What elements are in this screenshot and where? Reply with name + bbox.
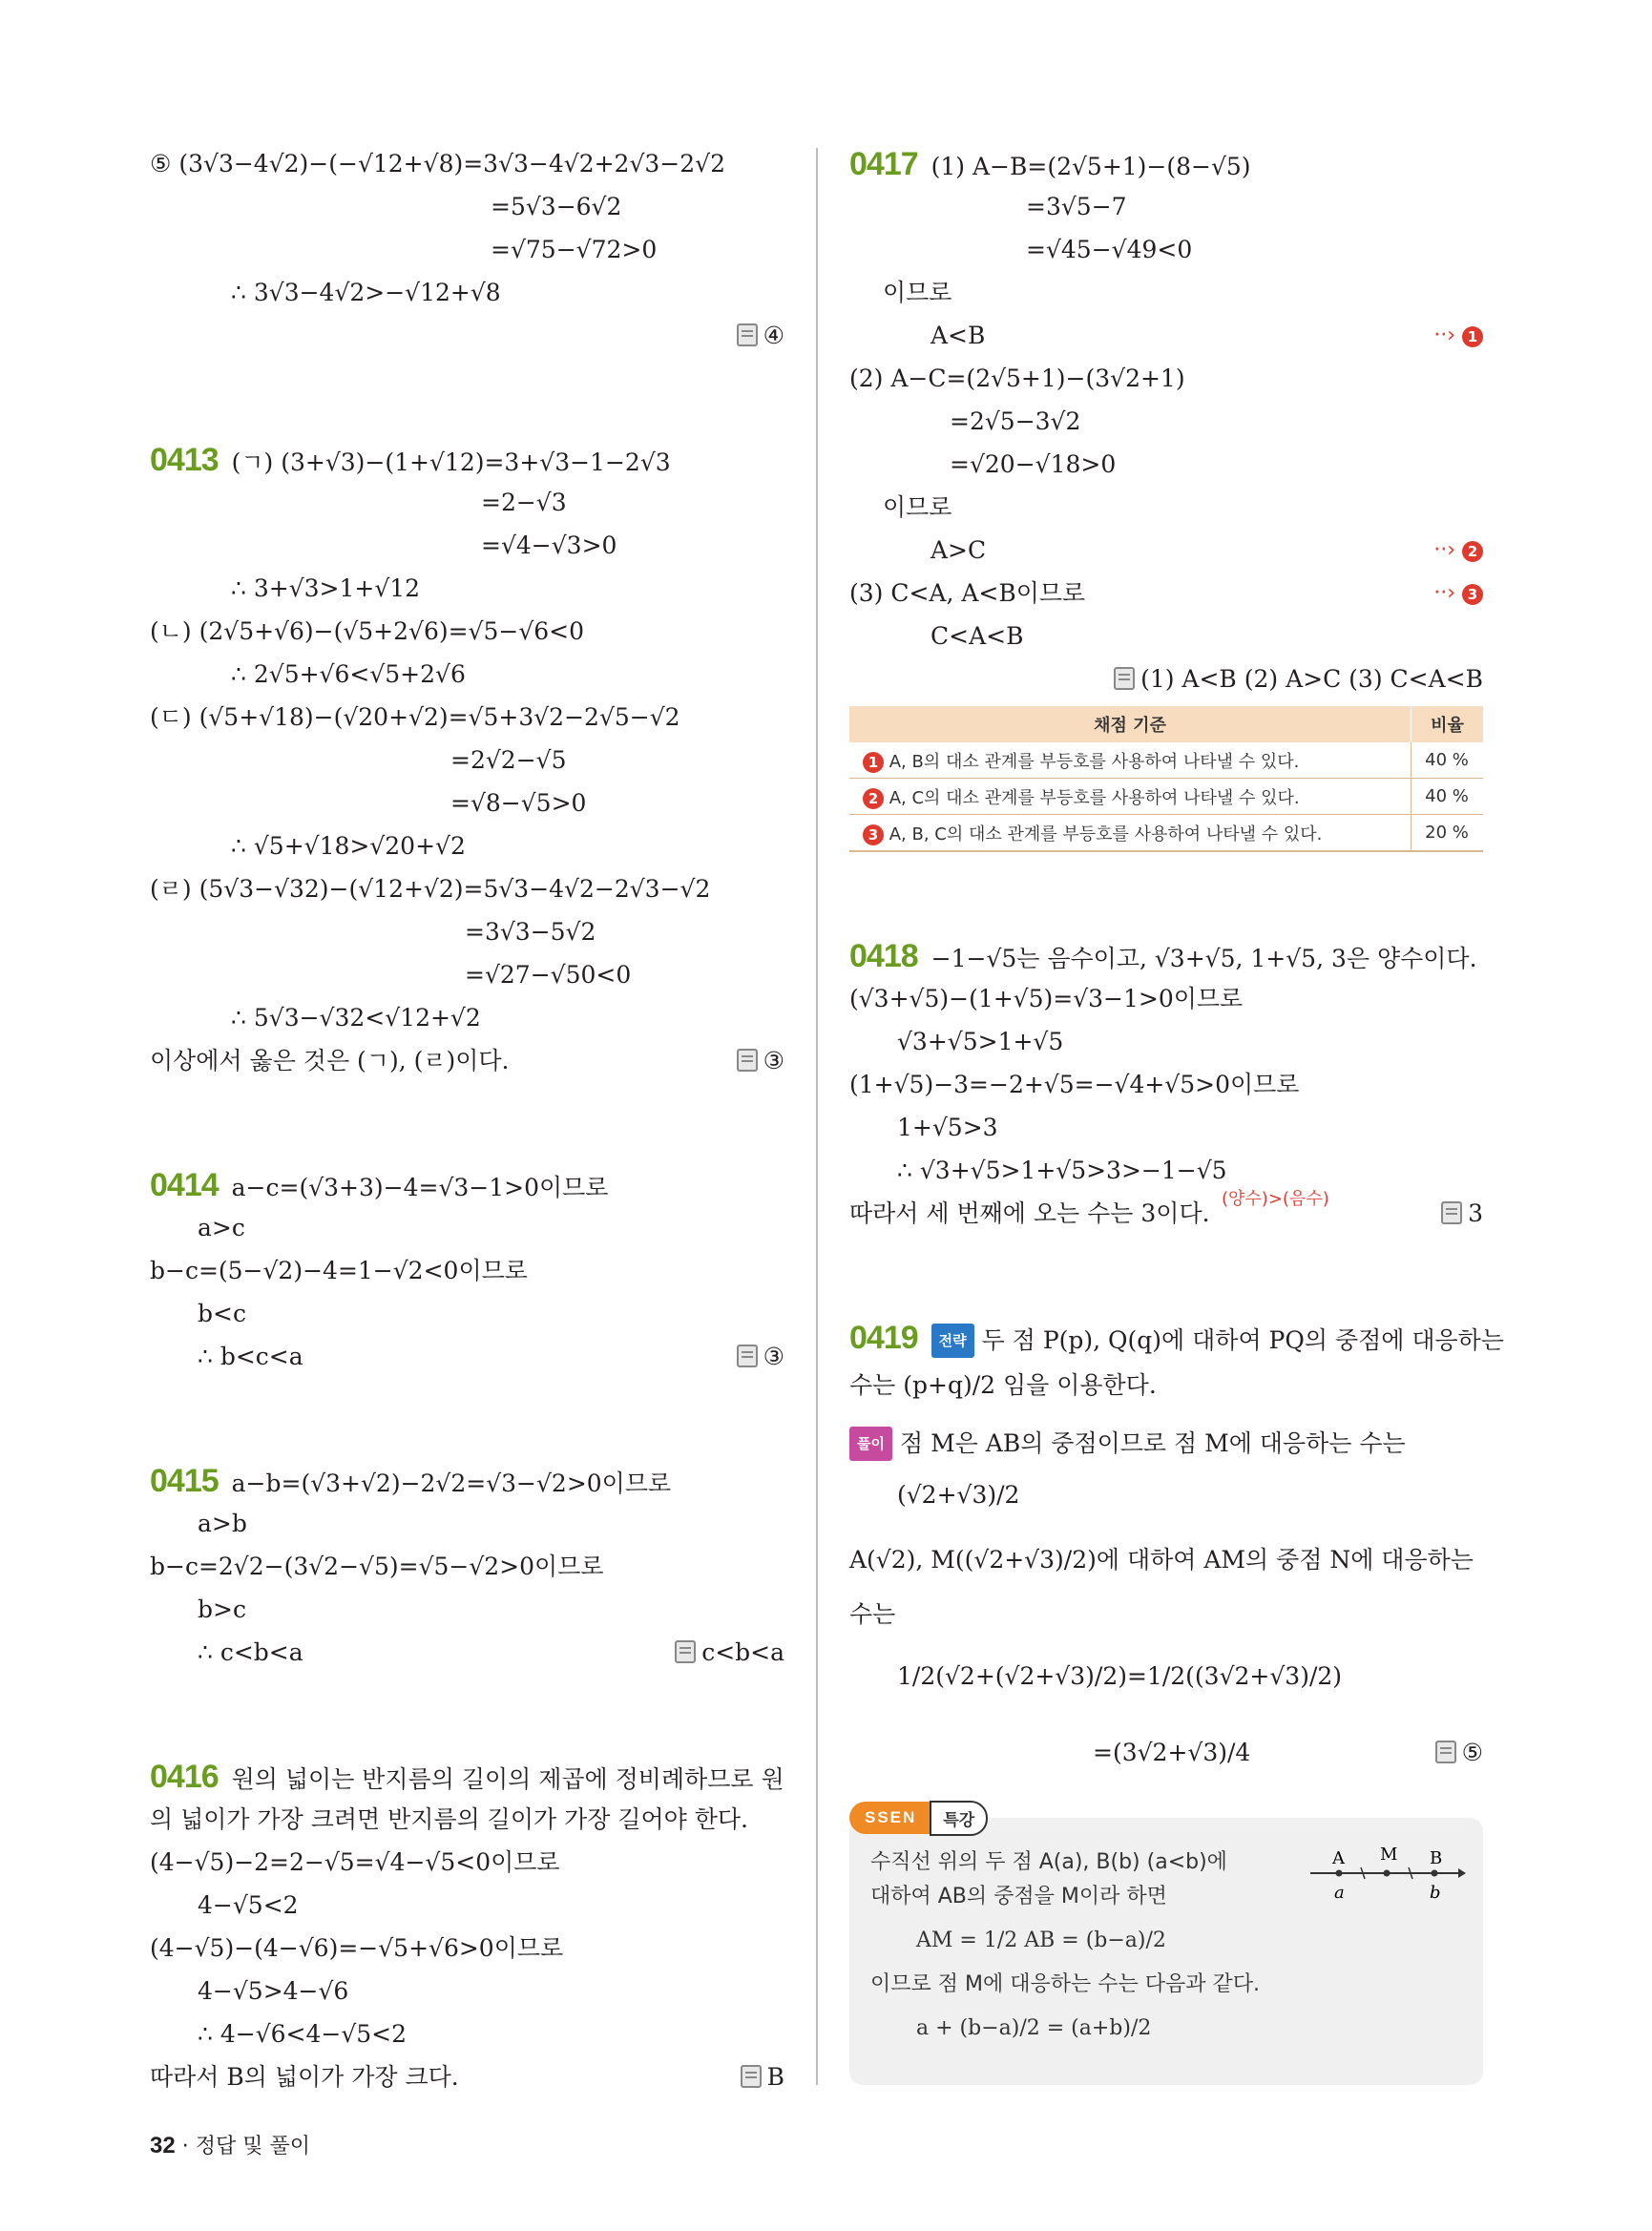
step-number-icon: 2: [1462, 541, 1483, 562]
math-text: =√8−√5>0: [450, 789, 587, 817]
solution-line: [150, 701, 680, 734]
label-tag: 전략: [931, 1324, 974, 1358]
solution-line: [465, 916, 596, 949]
math-text: =√45−√49<0: [1026, 236, 1193, 263]
solution-line: [198, 1508, 247, 1540]
math-text: 의 넓이가 가장 크려면 반지름의 길이가 가장 길어야 한다.: [150, 1805, 748, 1833]
solution-line: [849, 1544, 1474, 1576]
grading-table: [849, 706, 1483, 852]
footer-dot: ·: [181, 2135, 189, 2158]
solution-line: [883, 491, 951, 524]
answer: [1435, 1737, 1483, 1769]
solution-line: [897, 1026, 1063, 1058]
math-text: =√20−√18>0: [950, 450, 1117, 478]
math-text: 두 점 P(p), Q(q)에 대하여 PQ의 중점에 대응하는: [981, 1326, 1504, 1354]
solution-line: [481, 530, 617, 562]
problem-number: 0418: [849, 938, 918, 974]
solution-line: [150, 1551, 604, 1583]
arrow-icon: ··›: [1433, 538, 1462, 562]
solution-line: [150, 148, 725, 180]
math-text: (1+√5)−3=−2+√5=−√4+√5>0이므로: [849, 1071, 1300, 1098]
math-text: b<c: [198, 1300, 246, 1327]
math-text: (4−√5)−(4−√6)=−√5+√6>0이므로: [150, 1934, 564, 1962]
step-marker: [1433, 320, 1483, 352]
solution-line: [897, 1112, 998, 1144]
solution-line: [198, 2018, 407, 2051]
solution-line: [198, 1637, 303, 1669]
math-text: =2−√3: [481, 489, 567, 516]
ssen-tip-box: [849, 1808, 1483, 2085]
solution-line: [450, 787, 586, 820]
solution-line: [931, 620, 1023, 653]
step-number-icon: 2: [863, 788, 884, 809]
solution-line: [950, 406, 1080, 438]
answer-text: 3: [1468, 1199, 1483, 1227]
answer-icon: [741, 2065, 762, 2088]
ssen-line: 대하여 AB의 중점을 M이라 하면: [870, 1885, 1167, 1908]
math-text: =√75−√72>0: [491, 236, 658, 263]
math-text: ∴ 5√3−√32<√12+√2: [231, 1004, 481, 1032]
grading-criterion: [849, 779, 1412, 815]
problem-number: 0419: [849, 1320, 918, 1356]
solution-line: [849, 983, 1243, 1015]
number-line-figure: [1306, 1845, 1468, 1911]
solution-line: [849, 577, 1085, 610]
solution-line: [150, 1169, 608, 1204]
figure-label: a: [1334, 1883, 1345, 1903]
math-text: b−c=2√2−(3√2−√5)=√5−√2>0이므로: [150, 1553, 604, 1580]
answer: [675, 1637, 784, 1669]
solution-line: [950, 448, 1116, 481]
solution-line: [198, 1298, 246, 1330]
solution-line: [849, 1369, 1157, 1402]
ssen-formula: a + (b−a)/2 = (a+b)/2: [916, 2016, 1152, 2040]
solution-line: [150, 1804, 748, 1836]
solution-line: [849, 940, 1477, 975]
solution-line: [931, 320, 985, 352]
solution-line: [1026, 234, 1192, 266]
answer-icon: [737, 323, 758, 346]
problem-number: 0414: [150, 1167, 219, 1203]
math-text: (ㄱ) (3+√3)−(1+√12)=3+√3−1−2√3: [231, 448, 671, 476]
solution-line: [897, 1155, 1227, 1187]
solution-line: [931, 534, 986, 567]
solution-line: [231, 658, 466, 691]
math-text: b−c=(5−√2)−4=1−√2<0이므로: [150, 1257, 528, 1284]
math-text: =3√5−7: [1026, 193, 1127, 220]
math-text: a−c=(√3+3)−4=√3−1>0이므로: [231, 1174, 609, 1201]
solution-line: [150, 1932, 563, 1965]
solution-line: [849, 148, 1251, 183]
step-number-icon: 3: [863, 824, 884, 845]
math-text: A(√2), M((√2+√3)/2)에 대하여 AM의 중점 N에 대응하는: [849, 1546, 1474, 1574]
ssen-line: 이므로 점 M에 대응하는 수는 다음과 같다.: [870, 1972, 1260, 1996]
math-text: ∴ 2√5+√6<√5+2√6: [231, 660, 466, 688]
solution-line: [1026, 191, 1127, 223]
math-text: 수는: [849, 1600, 896, 1628]
grading-criterion-text: A, B, C의 대소 관계를 부등호를 사용하여 나타낼 수 있다.: [889, 824, 1323, 844]
grading-header-criteria: 채점 기준: [849, 706, 1412, 742]
math-text: ∴ √5+√18>√20+√2: [231, 832, 466, 860]
solution-line: [849, 1198, 1210, 1230]
solution-line: [150, 444, 671, 479]
page-footer: [150, 2130, 310, 2159]
table-row: [849, 779, 1483, 815]
solution-line: [849, 1427, 1406, 1461]
order-note: (양수)>(음수): [1222, 1189, 1329, 1209]
math-text: ∴ 3+√3>1+√12: [231, 574, 421, 602]
answer-icon: [675, 1640, 696, 1663]
step-number-icon: 1: [863, 752, 884, 773]
figure-label: A: [1332, 1848, 1345, 1868]
ssen-badge: [849, 1801, 988, 1835]
grading-ratio: 40 %: [1412, 742, 1484, 779]
answer-text: ④: [763, 322, 784, 349]
math-text: a>b: [198, 1510, 247, 1537]
figure-label: b: [1430, 1883, 1441, 1903]
arrow-icon: ··›: [1433, 581, 1462, 605]
solution-line: [883, 277, 951, 309]
math-text: 수는 (p+q)/2 임을 이용한다.: [849, 1371, 1157, 1399]
page-number: 32: [150, 2133, 176, 2158]
answer: [737, 320, 784, 352]
solution-line: [150, 873, 710, 906]
solution-line: [849, 1598, 895, 1631]
math-text: (ㄷ) (√5+√18)−(√20+√2)=√5+3√2−2√5−√2: [150, 703, 680, 731]
problem-number: 0413: [150, 442, 219, 478]
ssen-line: 수직선 위의 두 점 A(a), B(b) (a<b)에: [870, 1850, 1227, 1874]
math-text: =2√2−√5: [450, 746, 567, 774]
math-text: (4−√5)−2=2−√5=√4−√5<0이므로: [150, 1848, 560, 1876]
answer-icon: [737, 1345, 758, 1367]
solution-line: [481, 487, 567, 519]
math-text: =(3√2+√3)/4: [1093, 1739, 1251, 1766]
step-marker: [1433, 577, 1483, 610]
math-text: 1/2(√2+(√2+√3)/2)=1/2((3√2+√3)/2): [897, 1662, 1343, 1690]
math-text: a>c: [198, 1214, 245, 1241]
solution-line: [150, 1045, 510, 1077]
solution-line: [897, 1660, 1342, 1693]
answer-text: B: [766, 2063, 784, 2091]
solution-line: [1093, 1737, 1250, 1769]
ssen-formula: AM = 1/2 AB = (b−a)/2: [916, 1929, 1166, 1952]
step-marker: [1433, 534, 1483, 567]
solution-line: [231, 1002, 481, 1034]
answer-text: ③: [763, 1343, 784, 1370]
column-divider: [816, 148, 818, 2085]
math-text: =5√3−6√2: [491, 193, 622, 220]
solution-line: [198, 1975, 348, 2008]
solution-line: [198, 1341, 303, 1373]
math-text: 점 M은 AB의 중점이므로 점 M에 대응하는 수는: [899, 1429, 1406, 1457]
grading-criterion: [849, 815, 1412, 852]
math-text: 1+√5>3: [897, 1114, 998, 1141]
answer-text: ⑤: [1461, 1739, 1483, 1766]
math-text: 따라서 B의 넓이가 가장 크다.: [150, 2063, 459, 2091]
math-text: ∴ 3√3−4√2>−√12+√8: [231, 279, 501, 306]
answer-text: c<b<a: [701, 1638, 784, 1666]
solution-line: [231, 277, 501, 309]
math-text: (3) C<A, A<B이므로: [849, 579, 1086, 607]
solution-line: [150, 615, 584, 648]
footer-label: 정답 및 풀이: [195, 2135, 310, 2158]
solution-line: [231, 573, 420, 605]
solution-line: [231, 830, 466, 863]
solution-line: [465, 959, 631, 991]
solution-line: [150, 1761, 784, 1796]
math-text: =3√3−5√2: [465, 918, 596, 946]
math-text: 따라서 세 번째에 오는 수는 3이다.: [849, 1199, 1210, 1227]
answer-icon: [1441, 1201, 1462, 1224]
math-text: √3+√5>1+√5: [897, 1028, 1064, 1055]
math-text: A>C: [931, 536, 987, 564]
math-text: C<A<B: [931, 622, 1024, 650]
solution-line: [849, 1069, 1299, 1101]
step-number-icon: 3: [1462, 584, 1483, 605]
math-text: −1−√5는 음수이고, √3+√5, 1+√5, 3은 양수이다.: [931, 945, 1477, 972]
solution-line: [150, 1465, 671, 1500]
answer-icon: [1435, 1741, 1456, 1763]
math-text: 이므로: [883, 493, 952, 521]
answer-text: (1) A<B (2) A>C (3) C<A<B: [1140, 665, 1483, 693]
math-text: (1) A−B=(2√5+1)−(8−√5): [931, 153, 1251, 180]
figure-label: M: [1380, 1845, 1398, 1865]
solution-line: [198, 1889, 299, 1922]
math-text: (√2+√3)/2: [897, 1481, 1020, 1509]
math-text: =2√5−3√2: [950, 407, 1081, 435]
table-row: [849, 815, 1483, 852]
grading-criterion-text: A, C의 대소 관계를 부등호를 사용하여 나타낼 수 있다.: [889, 787, 1300, 808]
math-text: 이상에서 옳은 것은 (ㄱ), (ㄹ)이다.: [150, 1047, 510, 1074]
answer-icon: [737, 1049, 758, 1072]
answer-text: ③: [763, 1047, 784, 1074]
math-text: a−b=(√3+√2)−2√2=√3−√2>0이므로: [231, 1470, 672, 1497]
problem-number: 0415: [150, 1463, 219, 1499]
grading-criterion: [849, 742, 1412, 779]
math-text: A<B: [931, 322, 986, 349]
solution-line: [849, 1322, 1504, 1358]
step-number-icon: 1: [1462, 326, 1483, 347]
solution-line: [150, 1846, 560, 1879]
arrow-icon: ··›: [1433, 323, 1462, 347]
math-text: =√4−√3>0: [481, 532, 617, 559]
math-text: ∴ c<b<a: [198, 1638, 303, 1666]
math-text: ∴ b<c<a: [198, 1343, 303, 1370]
table-row: [849, 742, 1483, 779]
solution-line: [491, 234, 657, 266]
math-text: (2) A−C=(2√5+1)−(3√2+1): [849, 365, 1185, 392]
solution-line: [150, 2061, 459, 2094]
ssen-badge-sub: 특강: [930, 1801, 988, 1836]
math-text: =√27−√50<0: [465, 961, 632, 989]
grading-criterion-text: A, B의 대소 관계를 부등호를 사용하여 나타낼 수 있다.: [889, 751, 1300, 772]
answer: [737, 1045, 784, 1077]
math-text: ∴ 4−√6<4−√5<2: [198, 2020, 408, 2048]
grading-header-ratio: 비율: [1412, 706, 1484, 742]
answer: [1114, 663, 1483, 696]
solution-line: [198, 1212, 245, 1244]
problem-number: 0417: [849, 146, 918, 182]
math-text: ∴ √3+√5>1+√5>3>−1−√5: [897, 1157, 1227, 1184]
answer: [741, 2061, 784, 2094]
label-tag: 풀이: [849, 1427, 892, 1461]
solution-line: [849, 363, 1185, 395]
problem-number: 0416: [150, 1759, 219, 1795]
math-text: 이므로: [883, 279, 952, 306]
figure-label: B: [1430, 1848, 1443, 1868]
answer-icon: [1114, 667, 1135, 690]
math-text: 4−√5>4−√6: [198, 1977, 349, 2005]
math-text: b>c: [198, 1595, 246, 1623]
math-text: (√3+√5)−(1+√5)=√3−1>0이므로: [849, 985, 1244, 1012]
math-text: 4−√5<2: [198, 1891, 299, 1919]
solution-line: [491, 191, 621, 223]
solution-line: [897, 1479, 1019, 1512]
grading-ratio: 20 %: [1412, 815, 1484, 852]
answer: [1441, 1198, 1483, 1230]
solution-line: [198, 1594, 246, 1626]
ssen-badge-label: SSEN: [849, 1802, 930, 1834]
answer: [737, 1341, 784, 1373]
solution-line: [450, 744, 566, 777]
math-text: ⑤ (3√3−4√2)−(−√12+√8)=3√3−4√2+2√3−2√2: [150, 150, 725, 177]
solution-line: [150, 1255, 528, 1287]
grading-ratio: 40 %: [1412, 779, 1484, 815]
math-text: (ㄹ) (5√3−√32)−(√12+√2)=5√3−4√2−2√3−√2: [150, 875, 711, 903]
math-text: 원의 넓이는 반지름의 길이의 제곱에 정비례하므로 원: [231, 1765, 784, 1793]
math-text: (ㄴ) (2√5+√6)−(√5+2√6)=√5−√6<0: [150, 617, 585, 645]
